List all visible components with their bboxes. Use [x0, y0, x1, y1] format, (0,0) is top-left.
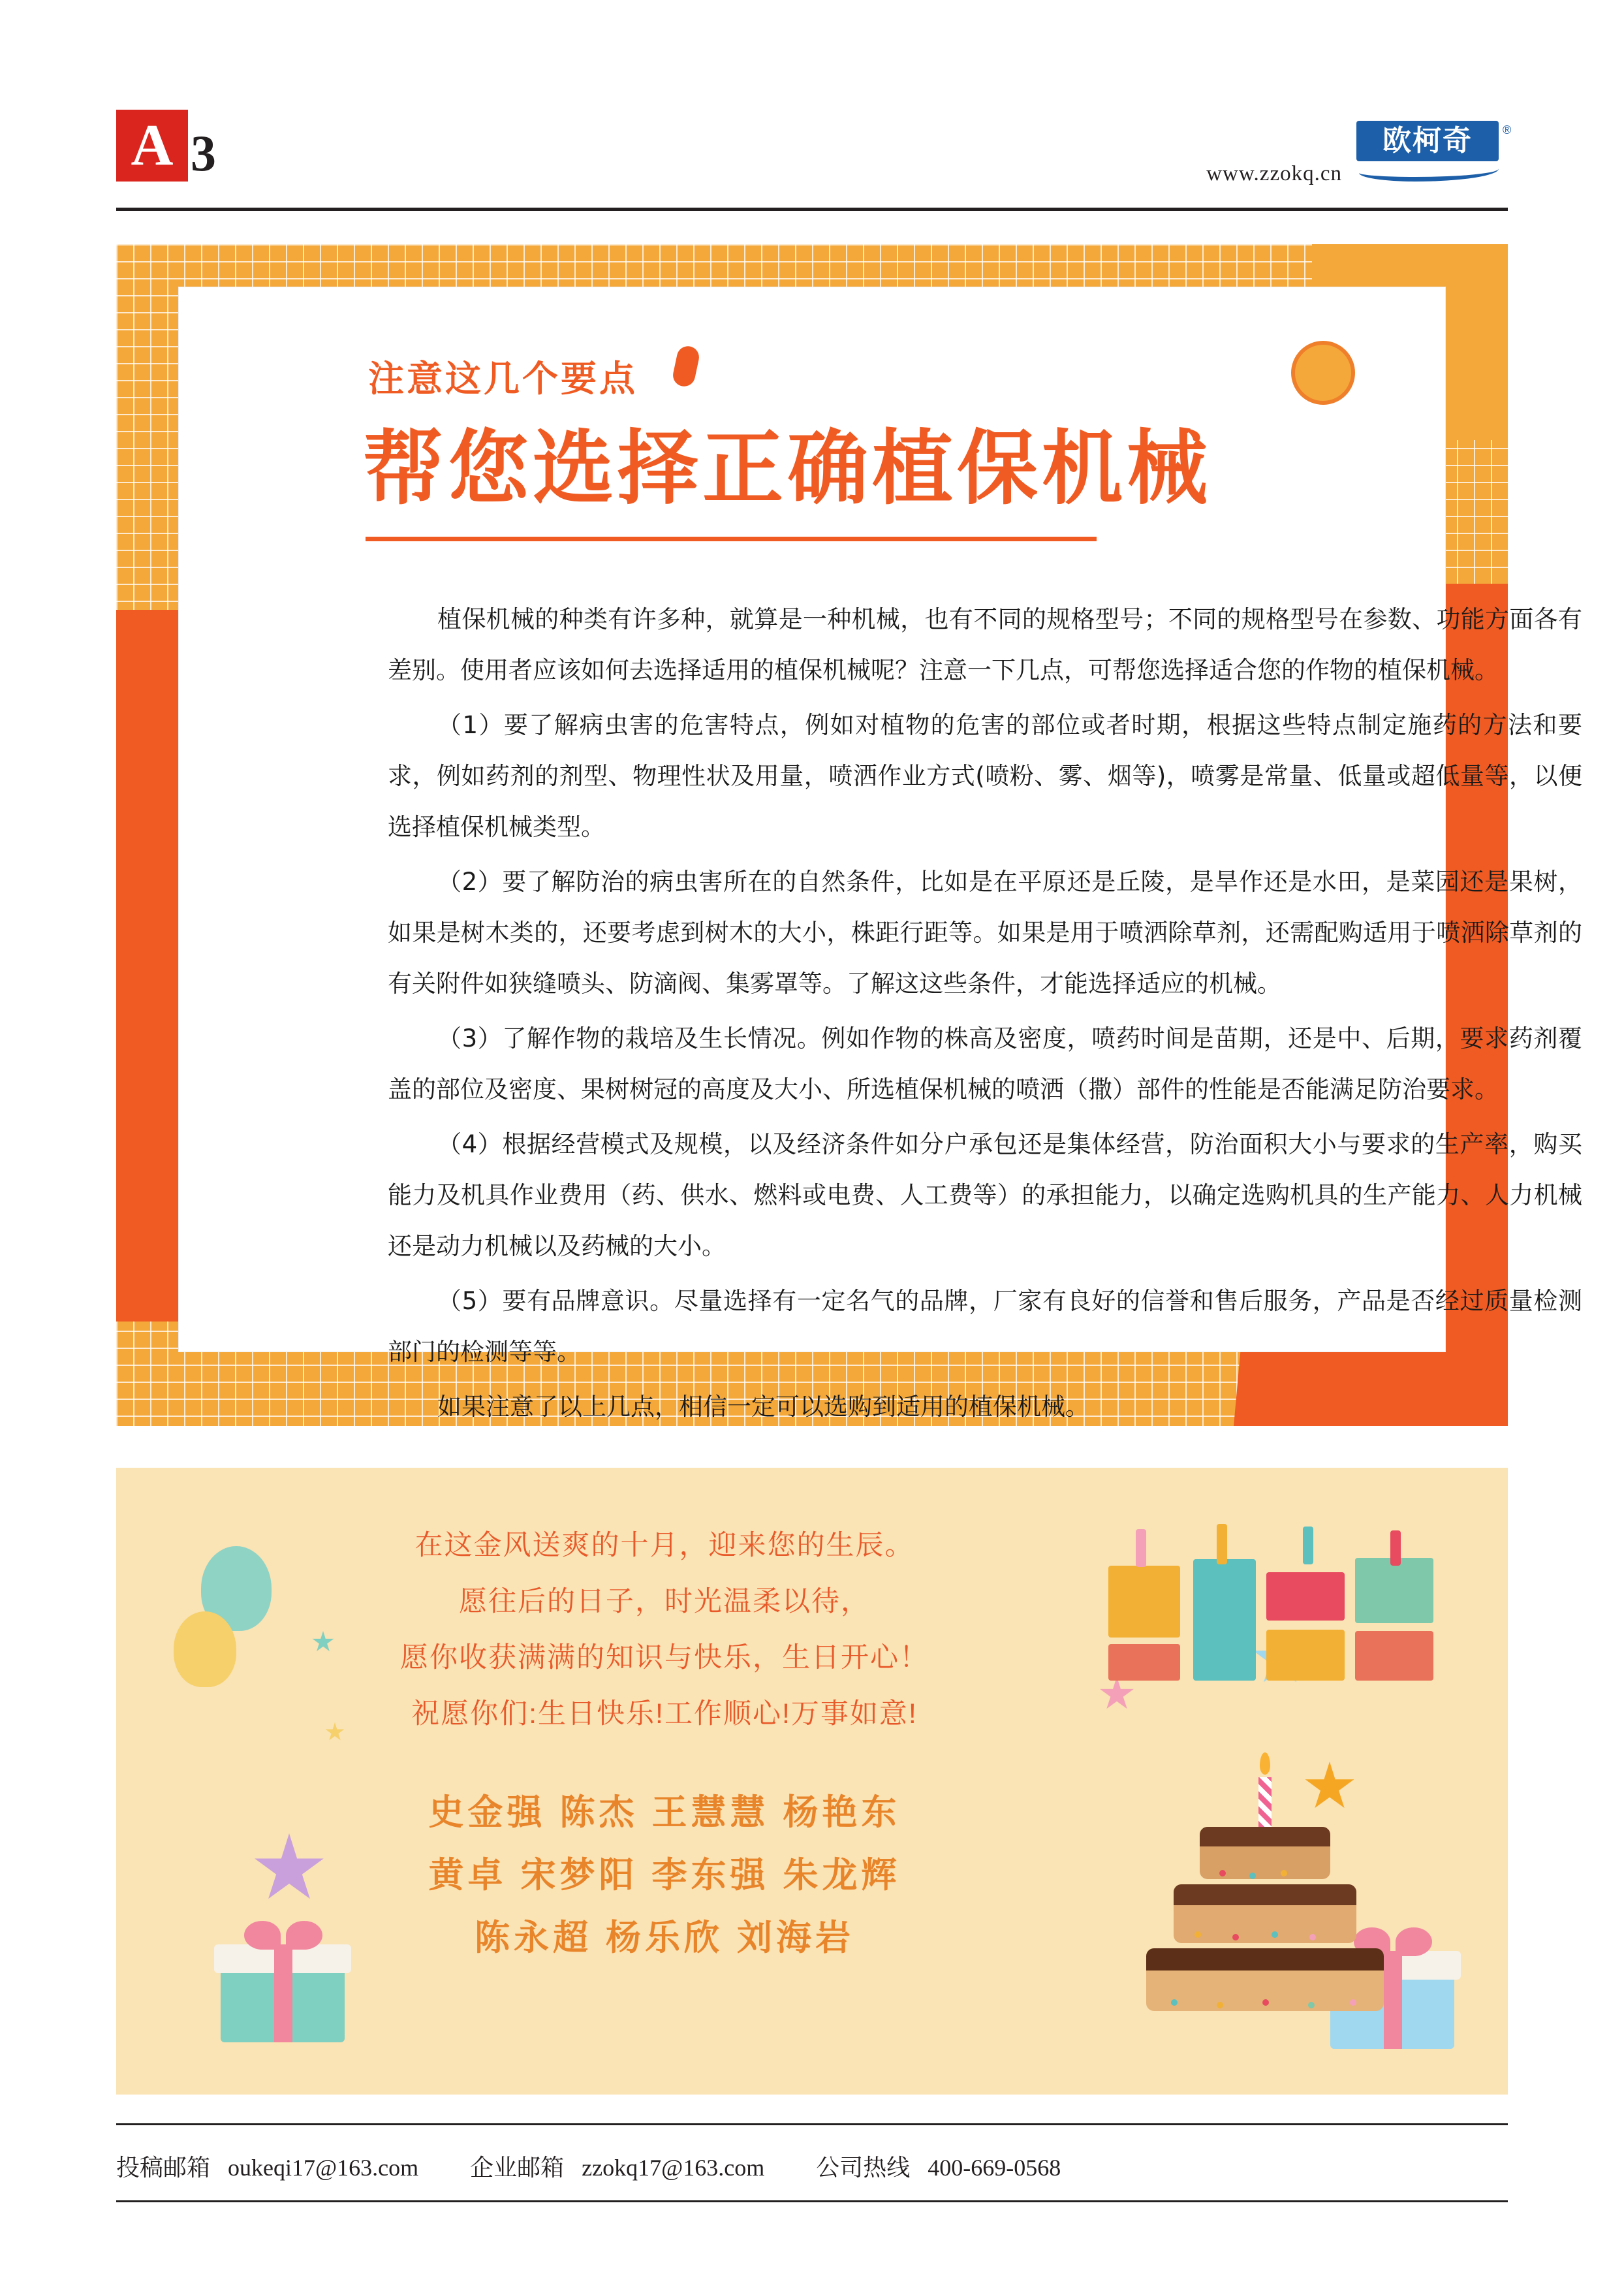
page-header	[0, 0, 1624, 215]
hotline-label: 公司热线	[816, 2155, 911, 2181]
article-panel	[116, 244, 1582, 1426]
birthday-greeting-line: 愿往后的日子，时光温柔以待，	[459, 1586, 870, 1617]
article-kicker: 注意这几个要点	[368, 358, 638, 399]
brand-swoosh-decor	[1359, 160, 1499, 182]
article-card	[179, 287, 1582, 1421]
article-paragraph: 植保机械的种类有许多种，就算是一种机械，也有不同的规格型号；不同的规格型号在参数、功能方面各有差别。使用者应该如何去选择适用的植保机械呢？注意一下几点，可帮您选择适合您的作物的植保机械。	[388, 605, 1582, 684]
birthday-name-list	[312, 1781, 1017, 1969]
website-url: www.zzokq.cn	[1206, 162, 1342, 185]
hotline-value: 400-669-0568	[928, 2155, 1061, 2181]
star-orange-icon	[1304, 1762, 1355, 1812]
birthday-cake-icon	[1134, 1807, 1396, 2023]
headline-divider	[366, 537, 1097, 541]
header-divider	[116, 208, 1508, 211]
registered-mark-icon: ®	[1503, 123, 1512, 136]
birthday-name-row: 陈永超 杨乐欣 刘海岩	[474, 1918, 854, 1957]
brand-name: 欧柯奇	[1356, 121, 1499, 161]
footer-divider-top	[116, 2123, 1508, 2125]
birthday-greeting	[312, 1517, 1017, 1742]
footer-divider-bottom	[116, 2200, 1508, 2202]
birthday-panel	[116, 1468, 1508, 2095]
birthday-greeting-line: 祝愿你们:生日快乐!工作顺心!万事如意!	[411, 1698, 918, 1730]
birthday-greeting-line: 愿你收获满满的知识与快乐，生日开心！	[400, 1642, 929, 1673]
birthday-greeting-line: 在这金风送爽的十月，迎来您的生辰。	[414, 1530, 914, 1561]
page-badge: A	[116, 110, 188, 182]
kicker-dot-icon	[671, 344, 701, 388]
page-footer	[116, 2149, 1508, 2183]
page-number: 3	[191, 125, 216, 182]
article-paragraph: 如果注意了以上几点，相信一定可以选购到适用的植保机械。	[437, 1393, 1089, 1421]
article-paragraph: （4）根据经营模式及规模，以及经济条件如分户承包还是集体经营，防治面积大小与要求的生产率，购买能力及机具作业费用（药、供水、燃料或电费、人工费等）的承担能力，以确定选购机具的生产能力、人力机械还是动力机械以及药械的大小。	[388, 1130, 1582, 1260]
company-email-value: zzokq17@163.com	[582, 2155, 765, 2181]
submission-email-value: oukeqi17@163.com	[228, 2155, 419, 2181]
article-paragraph: （2）要了解防治的病虫害所在的自然条件，比如是在平原还是丘陵，是旱作还是水田，是菜园还是果树，如果是树木类的，还要考虑到树木的大小，株距行距等。如果是用于喷洒除草剂，还需配购适用于喷洒除草剂的有关附件如狭缝喷头、防滴阀、集雾罩等。了解这这些条件，才能选择适应的机械。	[388, 868, 1582, 998]
brand-logo	[1356, 121, 1520, 183]
birthday-name-row: 黄卓 宋梦阳 李东强 朱龙辉	[428, 1856, 901, 1895]
article-headline: 帮您选择正确植保机械	[363, 424, 1212, 514]
circle-decor-icon	[1291, 341, 1355, 405]
birthday-art-word-decor	[1095, 1546, 1461, 1703]
article-body	[388, 594, 1582, 1436]
balloon-yellow-icon	[174, 1611, 236, 1687]
birthday-name-row: 史金强 陈杰 王慧慧 杨艳东	[428, 1793, 901, 1832]
company-email-label: 企业邮箱	[470, 2155, 565, 2181]
article-paragraph: （3）了解作物的栽培及生长情况。例如作物的株高及密度，喷药时间是苗期，还是中、后期，要求药剂覆盖的部位及密度、果树树冠的高度及大小、所选植保机械的喷洒（撒）部件的性能是否能满足防治要求。	[388, 1024, 1582, 1103]
article-paragraph: （1）要了解病虫害的危害特点，例如对植物的危害的部位或者时期，根据这些特点制定施药的方法和要求，例如药剂的剂型、物理性状及用量，喷洒作业方式(喷粉、雾、烟等)，喷雾是常量、低量或超低量等，以便选择植保机械类型。	[388, 711, 1582, 841]
article-paragraph: （5）要有品牌意识。尽量选择有一定名气的品牌，厂家有良好的信誉和售后服务，产品是否经过质量检测部门的检测等等。	[388, 1287, 1582, 1366]
submission-email-label: 投稿邮箱	[116, 2155, 211, 2181]
